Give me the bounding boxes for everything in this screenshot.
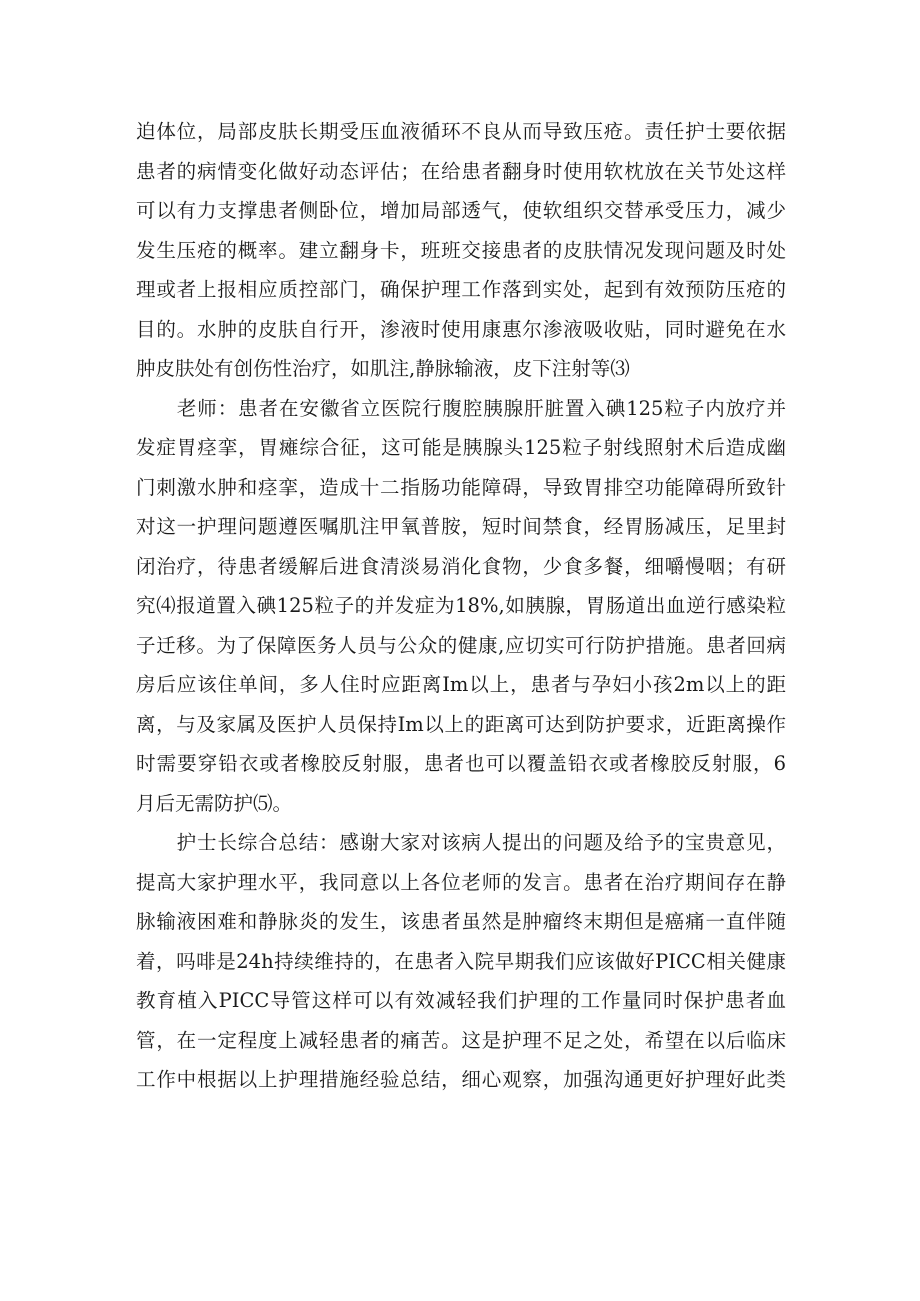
text-line: 究⑷报道置入碘125粒子的并发症为18%,如胰腺，胃肠道出血逆行感染粒 bbox=[136, 594, 786, 617]
text-line: 管，在一定程度上减轻患者的痛苦。这是护理不足之处，希望在以后临床 bbox=[136, 1028, 786, 1052]
text-line: 门刺激水肿和痉挛，造成十二指肠功能障碍，导致胃排空功能障碍所致针 bbox=[136, 475, 786, 499]
text-line: 离，与及家属及医护人员保持Im以上的距离可达到防护要求，近距离操作 bbox=[136, 712, 786, 736]
text-line: 房后应该住单间，多人住时应距离Im以上，患者与孕妇小孩2m以上的距 bbox=[136, 673, 786, 696]
text-line: 目的。水肿的皮肤自行开，渗液时使用康惠尔渗液吸收贴，同时避免在水 bbox=[136, 317, 786, 341]
text-line: 肿皮肤处有创伤性治疗，如肌注,静脉输液，皮下注射等⑶ bbox=[136, 357, 630, 380]
text-line: 发生压疮的概率。建立翻身卡，班班交接患者的皮肤情况发现问题及时处 bbox=[136, 238, 786, 262]
paragraph-head-nurse-summary bbox=[136, 823, 786, 1100]
text-line: 着，吗啡是24h持续维持的，在患者入院早期我们应该做好PICC相关健康 bbox=[136, 949, 786, 973]
text-line: 提高大家护理水平，我同意以上各位老师的发言。患者在治疗期间存在静 bbox=[136, 870, 786, 894]
paragraph-pressure-sore-care bbox=[136, 112, 786, 389]
paragraph-teacher-comment bbox=[136, 389, 786, 824]
text-line: 子迁移。为了保障医务人员与公众的健康,应切实可行防护措施。患者回病 bbox=[136, 633, 786, 657]
text-line: 时需要穿铅衣或者橡胶反射服，患者也可以覆盖铅衣或者橡胶反射服，6 bbox=[136, 752, 786, 775]
document-body bbox=[136, 112, 786, 1100]
text-line: 月后无需防护⑸。 bbox=[136, 791, 293, 815]
text-line: 闭治疗，待患者缓解后进食清淡易消化食物，少食多餐，细嚼慢咽；有研 bbox=[136, 554, 786, 578]
text-line: 理或者上报相应质控部门，确保护理工作落到实处，起到有效预防压疮的 bbox=[136, 278, 786, 301]
text-line: 对这一护理问题遵医嘱肌注甲氧普胺，短时间禁食，经胃肠减压，足里封 bbox=[136, 515, 786, 538]
text-line: 迫体位，局部皮肤长期受压血液循环不良从而导致压疮。责任护士要依据 bbox=[136, 120, 786, 143]
text-line: 患者的病情变化做好动态评估；在给患者翻身时使用软枕放在关节处这样 bbox=[136, 159, 786, 183]
text-line: 发症胃痉挛，胃瘫综合征，这可能是胰腺头125粒子射线照射术后造成幽 bbox=[136, 436, 786, 459]
text-line: 可以有力支撑患者侧卧位，增加局部透气，使软组织交替承受压力，减少 bbox=[136, 199, 786, 222]
text-line: 脉输液困难和静脉炎的发生，该患者虽然是肿瘤终末期但是癌痛一直伴随 bbox=[136, 910, 786, 933]
text-line: 工作中根据以上护理措施经验总结，细心观察，加强沟通更好护理好此类 bbox=[136, 1068, 786, 1091]
text-line: 护士长综合总结：感谢大家对该病人提出的问题及给予的宝贵意见， bbox=[136, 831, 786, 854]
text-line: 教育植入PICC导管这样可以有效减轻我们护理的工作量同时保护患者血 bbox=[136, 989, 786, 1012]
text-line: 老师：患者在安徽省立医院行腹腔胰腺肝脏置入碘125粒子内放疗并 bbox=[136, 396, 786, 420]
